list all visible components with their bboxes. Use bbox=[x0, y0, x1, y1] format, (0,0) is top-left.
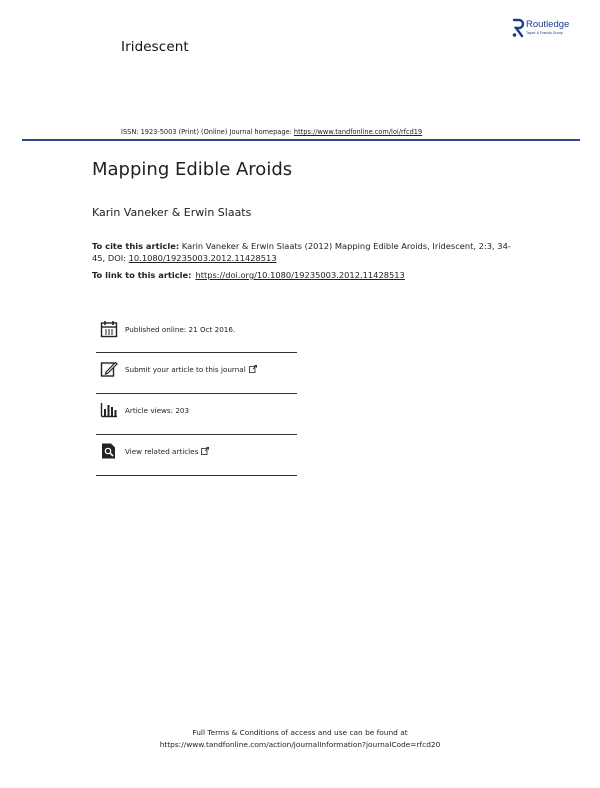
article-views-text: Article views: 203 bbox=[125, 406, 190, 415]
published-online-text: Published online: 21 Oct 2016. bbox=[125, 325, 236, 334]
external-link-icon bbox=[249, 365, 257, 373]
edit-icon bbox=[100, 360, 118, 378]
bar-chart-icon bbox=[100, 401, 118, 419]
meta-divider bbox=[96, 475, 297, 476]
article-doi-link[interactable]: https://doi.org/10.1080/19235003.2012.11428513 bbox=[195, 270, 405, 280]
external-link-icon bbox=[201, 447, 209, 455]
article-title: Mapping Edible Aroids bbox=[92, 159, 293, 180]
article-authors: Karin Vaneker & Erwin Slaats bbox=[92, 206, 252, 219]
related-articles-text: View related articles bbox=[125, 447, 199, 456]
link-label: To link to this article: bbox=[92, 270, 192, 280]
issn-text: ISSN: 1923-5003 (Print) (Online) Journal homepage: bbox=[121, 128, 294, 136]
cite-text: Karin Vaneker & Erwin Slaats (2012) Mapping Edible Aroids, Iridescent, 2:3, 34-45, DOI: bbox=[92, 241, 511, 263]
routledge-r-icon bbox=[512, 18, 524, 38]
meta-divider bbox=[96, 352, 297, 353]
journal-name: Iridescent bbox=[121, 39, 189, 55]
header-rule bbox=[22, 139, 580, 141]
footer-terms-text: Full Terms & Conditions of access and use can be found at bbox=[192, 728, 408, 737]
journal-homepage-link[interactable]: https://www.tandfonline.com/loi/rfcd19 bbox=[293, 128, 423, 136]
footer bbox=[0, 727, 600, 751]
cite-label: To cite this article: bbox=[92, 241, 180, 251]
publisher-name: Routledge bbox=[526, 19, 570, 30]
submit-article-text: Submit your article to this journal bbox=[125, 365, 246, 374]
article-link bbox=[92, 270, 405, 280]
related-articles-link[interactable] bbox=[125, 447, 209, 456]
publisher-tagline: Taylor & Francis Group bbox=[526, 31, 563, 35]
footer-terms-link[interactable]: https://www.tandfonline.com/action/journalInformation?journalCode=rfcd20 bbox=[159, 740, 441, 749]
publisher-logo[interactable] bbox=[512, 18, 590, 42]
search-document-icon bbox=[100, 442, 118, 460]
calendar-icon bbox=[100, 320, 118, 338]
issn-line bbox=[121, 128, 422, 136]
submit-article-link[interactable] bbox=[125, 365, 257, 374]
citation bbox=[92, 240, 512, 264]
meta-divider bbox=[96, 393, 297, 394]
meta-divider bbox=[96, 434, 297, 435]
cite-doi-link[interactable]: 10.1080/19235003.2012.11428513 bbox=[128, 253, 277, 263]
